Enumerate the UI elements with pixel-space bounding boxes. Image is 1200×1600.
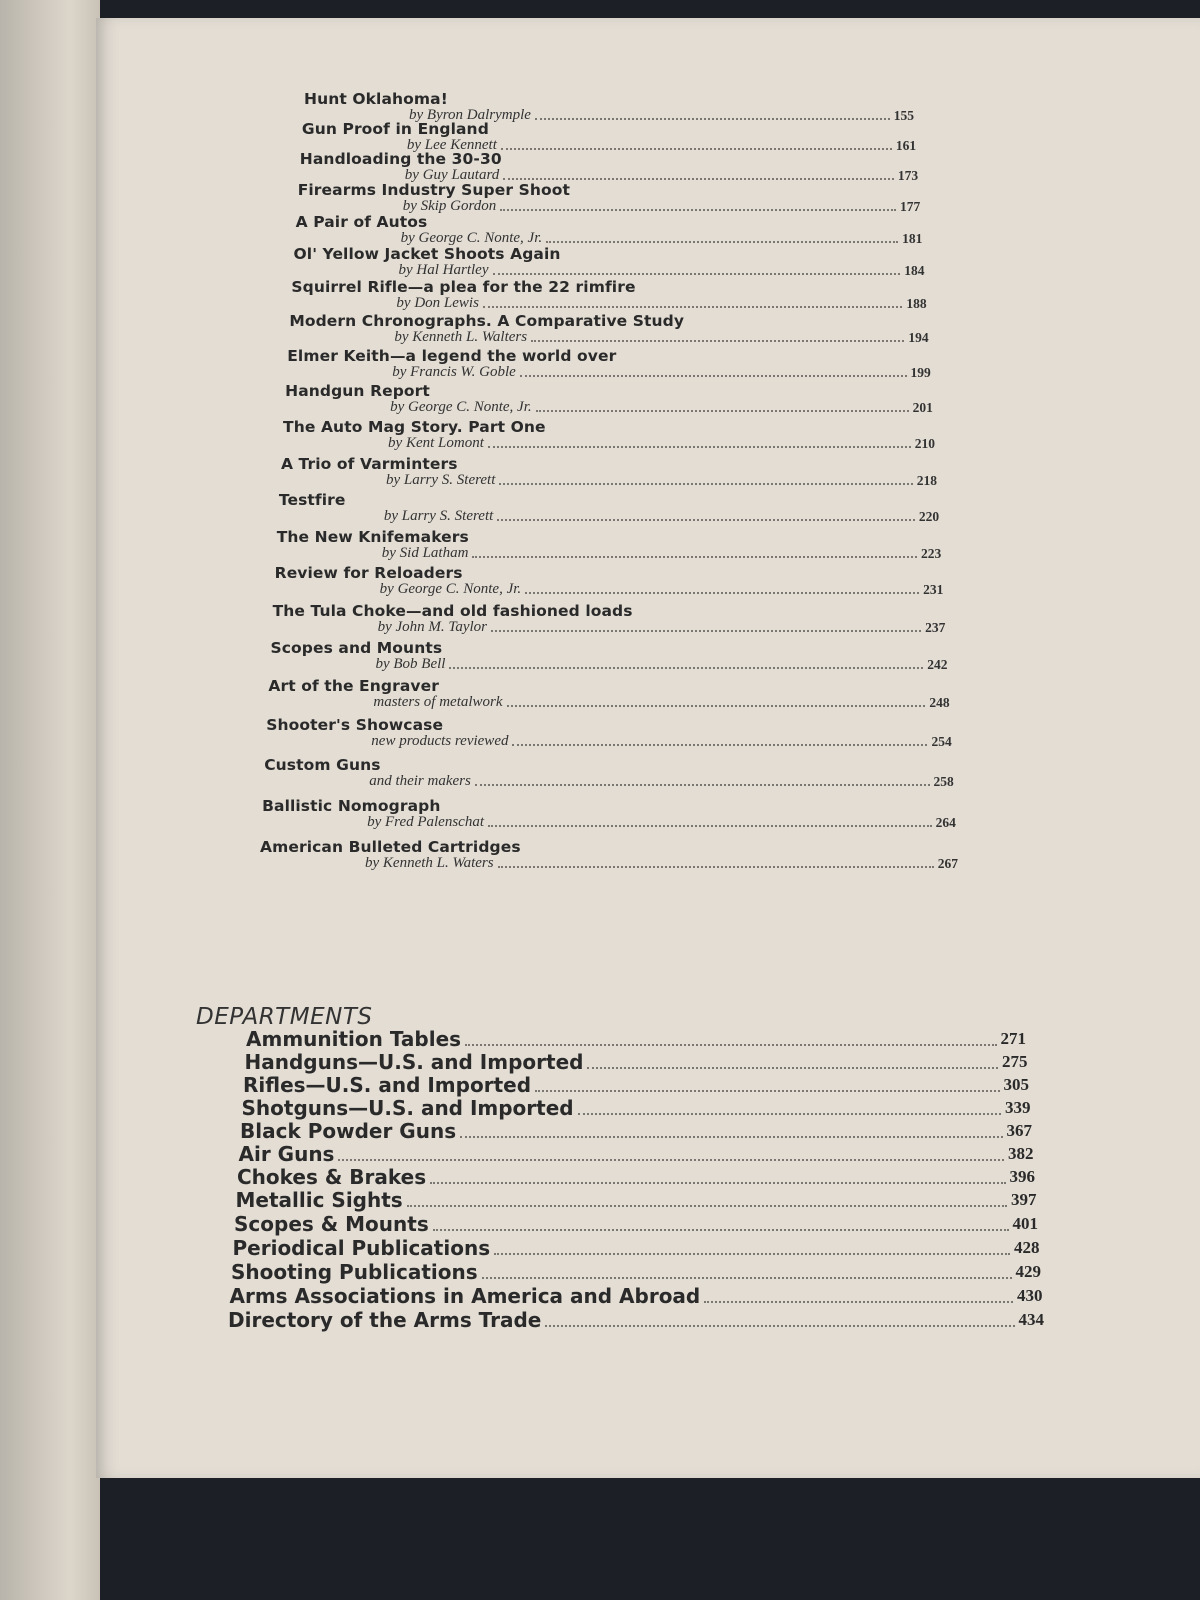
departments-heading: DEPARTMENTS: [196, 1004, 373, 1030]
article-byline: masters of metalwork: [373, 694, 503, 710]
article-byline: by Skip Gordon: [402, 198, 497, 214]
article-page: 237: [925, 620, 946, 635]
article-page: 231: [923, 582, 944, 597]
department-name: Metallic Sights: [235, 1188, 403, 1212]
article-title: The Tula Choke—and old fashioned loads: [272, 602, 633, 620]
leader-dots: [704, 1300, 1013, 1303]
department-page: 396: [1009, 1167, 1035, 1186]
leader-dots: [545, 1324, 1014, 1327]
article-page: 223: [920, 546, 942, 561]
department-page: 429: [1015, 1262, 1041, 1281]
leader-dots: [493, 272, 901, 275]
department-page: 367: [1006, 1121, 1032, 1140]
department-entry: [228, 1309, 1044, 1331]
article-page: 194: [908, 330, 929, 345]
article-entry: [268, 677, 949, 710]
article-entry: [291, 278, 926, 311]
article-entry: [262, 797, 956, 830]
leader-dots: [449, 666, 923, 669]
article-entry: [279, 491, 939, 524]
article-title: Shooter's Showcase: [266, 716, 444, 734]
article-title: Testfire: [278, 491, 346, 509]
leader-dots: [491, 629, 921, 632]
article-title: Firearms Industry Super Shoot: [297, 181, 570, 199]
article-byline: by George C. Nonte, Jr.: [379, 581, 522, 597]
article-entry: [283, 418, 935, 451]
article-entry: [304, 90, 914, 123]
article-entry: [296, 213, 923, 246]
article-byline: by Fred Palenschat: [367, 814, 485, 830]
article-byline: by Sid Latham: [381, 545, 469, 561]
article-page: 177: [900, 199, 921, 214]
department-name: Shooting Publications: [231, 1260, 478, 1284]
article-entry: [294, 245, 925, 278]
article-page: 220: [918, 509, 940, 524]
article-title: Ballistic Nomograph: [262, 797, 441, 815]
leader-dots: [460, 1135, 1002, 1138]
department-entry: [239, 1143, 1034, 1165]
department-name: Directory of the Arms Trade: [228, 1308, 542, 1332]
article-page: 188: [906, 296, 927, 311]
article-entry: [289, 312, 928, 345]
leader-dots: [338, 1158, 1004, 1161]
article-byline: by Lee Kennett: [406, 137, 497, 153]
department-entry: [246, 1028, 1026, 1050]
article-byline: by Larry S. Sterett: [385, 472, 496, 488]
article-entry: [277, 528, 941, 561]
article-title: Hunt Oklahoma!: [304, 90, 448, 108]
leader-dots: [482, 1276, 1012, 1279]
leader-dots: [507, 704, 926, 707]
department-name: Periodical Publications: [232, 1236, 491, 1260]
leader-dots: [536, 409, 909, 412]
article-byline: by Guy Lautard: [404, 167, 500, 183]
leader-dots: [498, 865, 934, 868]
article-byline: by Kenneth L. Waters: [365, 855, 494, 871]
article-byline: and their makers: [369, 773, 471, 789]
leader-dots: [472, 555, 917, 558]
article-page: 258: [933, 774, 954, 789]
department-name: Handguns—U.S. and Imported: [244, 1050, 584, 1074]
leader-dots: [587, 1066, 998, 1069]
article-title: The Auto Mag Story. Part One: [283, 418, 546, 436]
leader-dots: [483, 305, 902, 308]
article-entry: [275, 564, 944, 597]
article-page: 161: [895, 138, 917, 153]
leader-dots: [512, 743, 927, 746]
leader-dots: [407, 1204, 1007, 1207]
leader-dots: [488, 445, 911, 448]
department-page: 430: [1017, 1286, 1043, 1305]
article-title: Handloading the 30-30: [299, 150, 502, 168]
department-page: 401: [1012, 1214, 1038, 1233]
department-page: 428: [1014, 1238, 1040, 1257]
article-byline: by Byron Dalrymple: [409, 107, 531, 123]
article-entry: [285, 382, 933, 415]
department-name: Rifles—U.S. and Imported: [243, 1073, 532, 1097]
article-title: The New Knifemakers: [276, 528, 469, 546]
department-entry: [231, 1261, 1041, 1283]
article-byline: by Kent Lomont: [388, 435, 484, 451]
article-entry: [281, 455, 937, 488]
article-title: Gun Proof in England: [301, 120, 489, 138]
department-entry: [233, 1237, 1040, 1259]
leader-dots: [578, 1112, 1001, 1115]
leader-dots: [475, 783, 930, 786]
article-byline: by Kenneth L. Walters: [394, 329, 528, 345]
article-page: 181: [902, 231, 923, 246]
article-byline: by Francis W. Goble: [392, 364, 516, 380]
leader-dots: [499, 482, 912, 485]
department-page: 271: [1000, 1029, 1026, 1048]
article-entry: [287, 347, 931, 380]
department-entry: [240, 1120, 1032, 1142]
department-name: Scopes & Mounts: [234, 1212, 429, 1236]
leader-dots: [535, 1089, 999, 1092]
article-byline: by John M. Taylor: [377, 619, 488, 635]
article-byline: by Don Lewis: [396, 295, 479, 311]
article-byline: by Bob Bell: [375, 656, 446, 672]
leader-dots: [494, 1252, 1010, 1255]
article-entry: [266, 716, 951, 749]
department-entry: [245, 1051, 1028, 1073]
article-page: 248: [929, 695, 950, 710]
article-title: A Trio of Varminters: [280, 455, 458, 473]
department-name: Ammunition Tables: [246, 1027, 462, 1051]
leader-dots: [500, 208, 896, 211]
article-title: Custom Guns: [264, 756, 381, 774]
article-page: 173: [897, 168, 919, 183]
department-entry: [242, 1097, 1031, 1119]
article-byline: new products reviewed: [371, 733, 509, 749]
article-entry: [270, 639, 947, 672]
department-page: 339: [1005, 1098, 1031, 1117]
article-title: Modern Chronographs. A Comparative Study: [289, 312, 685, 330]
article-page: 267: [937, 856, 958, 871]
article-title: Scopes and Mounts: [270, 639, 443, 657]
article-title: Squirrel Rifle—a plea for the 22 rimfire: [291, 278, 636, 296]
article-byline: by George C. Nonte, Jr.: [400, 230, 543, 246]
leader-dots: [465, 1043, 996, 1046]
article-page: 254: [931, 734, 952, 749]
facing-page-edge: [0, 0, 100, 1600]
leader-dots: [430, 1181, 1005, 1184]
department-name: Shotguns—U.S. and Imported: [241, 1096, 574, 1120]
department-page: 382: [1008, 1144, 1034, 1163]
leader-dots: [433, 1228, 1009, 1231]
article-entry: [273, 602, 946, 635]
article-page: 184: [904, 263, 925, 278]
department-page: 275: [1002, 1052, 1028, 1071]
article-title: Elmer Keith—a legend the world over: [287, 347, 617, 365]
article-page: 199: [910, 365, 931, 380]
leader-dots: [525, 591, 919, 594]
article-page: 264: [935, 815, 956, 830]
department-entry: [230, 1285, 1043, 1307]
article-page: 201: [912, 400, 933, 415]
article-entry: [300, 150, 918, 183]
department-page: 305: [1003, 1075, 1029, 1094]
article-page: 210: [914, 436, 935, 451]
article-title: Ol' Yellow Jacket Shoots Again: [293, 245, 561, 263]
article-entry: [302, 120, 916, 153]
article-entry: [260, 838, 958, 871]
contents-page: [96, 18, 1200, 1478]
article-entry: [298, 181, 921, 214]
department-page: 397: [1011, 1190, 1037, 1209]
article-byline: by Hal Hartley: [398, 262, 489, 278]
department-name: Chokes & Brakes: [237, 1165, 427, 1189]
article-title: Review for Reloaders: [274, 564, 463, 582]
article-page: 218: [916, 473, 938, 488]
article-title: A Pair of Autos: [295, 213, 428, 231]
article-byline: by Larry S. Sterett: [383, 508, 494, 524]
department-entry: [243, 1074, 1029, 1096]
department-name: Air Guns: [238, 1142, 335, 1166]
leader-dots: [488, 824, 932, 827]
article-byline: by George C. Nonte, Jr.: [390, 399, 532, 415]
department-entry: [236, 1189, 1037, 1211]
article-title: American Bulleted Cartridges: [260, 838, 521, 856]
department-page: 434: [1018, 1310, 1044, 1329]
article-page: 155: [893, 108, 914, 123]
department-entry: [237, 1166, 1035, 1188]
article-title: Handgun Report: [285, 382, 430, 400]
article-title: Art of the Engraver: [268, 677, 439, 695]
leader-dots: [520, 374, 907, 377]
department-name: Black Powder Guns: [240, 1119, 457, 1143]
leader-dots: [546, 240, 898, 243]
article-entry: [264, 756, 954, 789]
department-name: Arms Associations in America and Abroad: [229, 1284, 701, 1308]
department-entry: [234, 1213, 1038, 1235]
article-page: 242: [927, 657, 948, 672]
leader-dots: [497, 518, 915, 521]
leader-dots: [531, 339, 904, 342]
leader-dots: [503, 177, 894, 180]
